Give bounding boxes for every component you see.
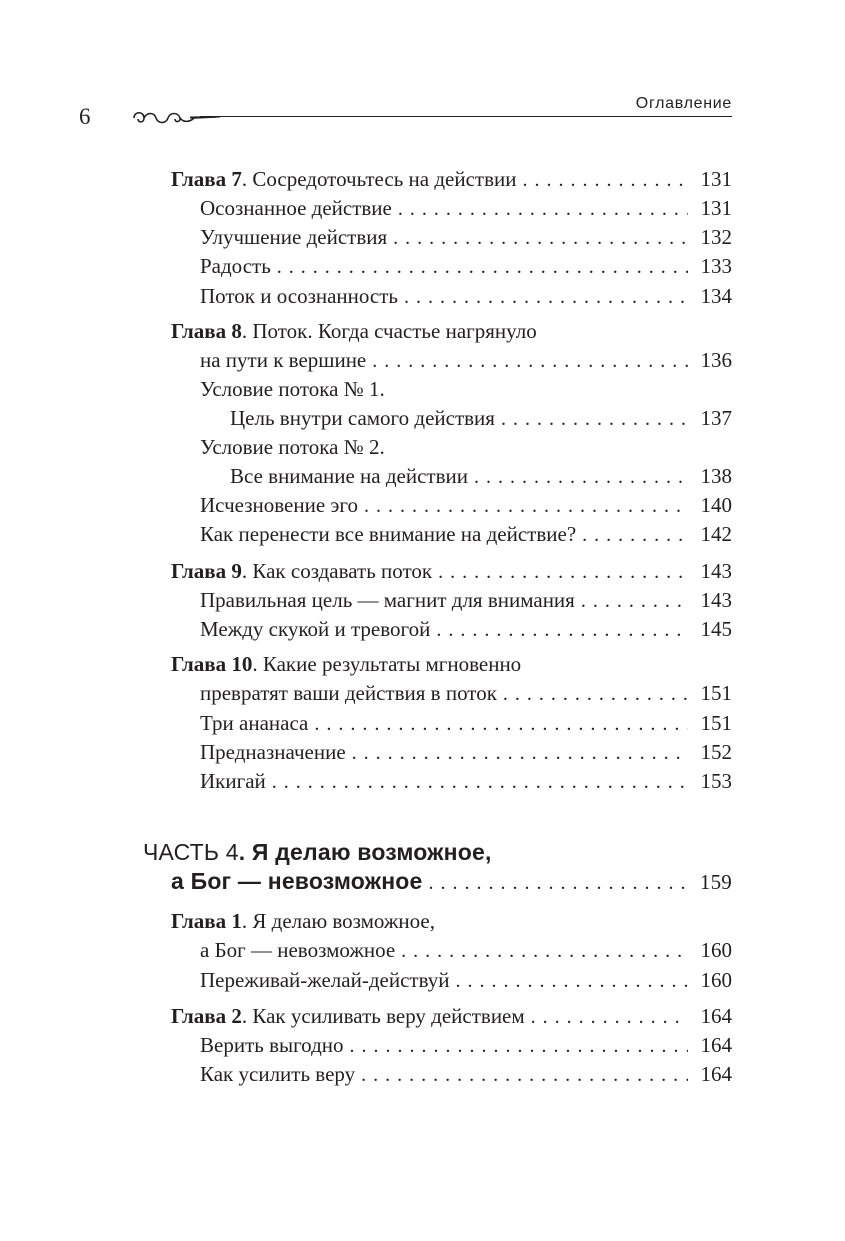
leader-dots (436, 619, 688, 642)
leader-dots (393, 227, 688, 250)
page-ref: 159 (699, 870, 732, 894)
chapter-title: . Как создавать поток (241, 559, 433, 583)
page-ref: 138 (700, 464, 732, 488)
leader-dots (401, 940, 688, 963)
section-title: Переживай-желай-действуй (200, 968, 450, 992)
toc-entry[interactable] (0, 768, 732, 794)
toc-entry[interactable] (0, 253, 732, 279)
toc-entry-part4-chapter-1[interactable] (0, 908, 732, 934)
page-ref: 164 (700, 1033, 732, 1057)
section-title: Исчезновение эго (200, 493, 359, 517)
section-title-cont: Цель внутри самого действия (230, 406, 495, 430)
chapter-title: . Я делаю возможное, (241, 909, 435, 933)
toc-entry[interactable] (0, 434, 732, 460)
chapter-title: . Как усиливать веру действием (241, 1004, 525, 1028)
toc-entry-chapter-9[interactable] (0, 558, 732, 584)
toc-entry[interactable] (0, 710, 732, 736)
page-ref: 164 (700, 1062, 732, 1086)
leader-dots (581, 590, 688, 613)
page-ref: 145 (700, 617, 732, 641)
toc-entry[interactable] (0, 587, 732, 613)
leader-dots (501, 408, 688, 431)
section-title: Верить выгодно (200, 1033, 344, 1057)
leader-dots (364, 495, 688, 518)
toc-entry-chapter-10[interactable] (0, 651, 732, 677)
page-ref: 151 (700, 711, 732, 735)
toc-entry-chapter-7[interactable] (0, 166, 732, 192)
toc-entry-part4-chapter-2[interactable] (0, 1003, 732, 1029)
toc-entry-chapter-8-cont[interactable] (0, 347, 732, 373)
part-label: ЧАСТЬ 4 (143, 839, 239, 865)
toc-entry-cont[interactable] (0, 463, 732, 489)
leader-dots (523, 169, 689, 192)
part-title-cont: а Бог — невозможное (171, 868, 423, 894)
toc-entry[interactable] (0, 616, 732, 642)
page-ref: 143 (700, 559, 732, 583)
page-ref: 131 (700, 196, 732, 220)
leader-dots (404, 286, 688, 309)
page-ref: 133 (700, 254, 732, 278)
toc-entry[interactable] (0, 224, 732, 250)
section-title: Улучшение действия (200, 225, 388, 249)
leader-dots (272, 771, 688, 794)
leader-dots (352, 742, 688, 765)
page-number: 6 (79, 104, 91, 129)
chapter-title-cont: а Бог — невозможное (200, 938, 396, 962)
running-title: Оглавление (635, 95, 732, 112)
page-ref: 160 (700, 968, 732, 992)
section-title: Радость (200, 254, 271, 278)
page-ref: 160 (700, 938, 732, 962)
page-ref: 140 (700, 493, 732, 517)
section-title: Правильная цель — магнит для внимания (200, 588, 575, 612)
chapter-label: Глава 7 (171, 167, 242, 191)
toc-entry[interactable] (0, 967, 732, 993)
chapter-label: Глава 1 (171, 909, 242, 933)
section-title: Осознанное действие (200, 196, 392, 220)
leader-dots (474, 466, 688, 489)
section-title: Условие потока № 1. (200, 377, 385, 401)
toc-entry[interactable] (0, 492, 732, 518)
page-ref: 142 (700, 522, 732, 546)
part-title: . Я делаю возможное, (238, 839, 492, 865)
chapter-title: . Какие результаты мгновенно (252, 652, 522, 676)
section-title: Между скукой и тревогой (200, 617, 431, 641)
section-title: Условие потока № 2. (200, 435, 385, 459)
toc-entry-chapter-8[interactable] (0, 318, 732, 344)
toc-entry[interactable] (0, 1032, 732, 1058)
leader-dots (372, 350, 688, 373)
leader-dots (398, 198, 688, 221)
section-title: Три ананаса (200, 711, 309, 735)
toc-entry-part4-chapter-1-cont[interactable] (0, 937, 732, 963)
leader-dots (277, 256, 688, 279)
toc-entry[interactable] (0, 521, 732, 547)
toc-entry-part-4[interactable] (0, 839, 732, 866)
page-ref: 136 (700, 348, 732, 372)
toc-entry-chapter-10-cont[interactable] (0, 680, 732, 706)
chapter-label: Глава 9 (171, 559, 242, 583)
page-ref: 137 (700, 406, 732, 430)
section-title: Поток и осознанность (200, 284, 399, 308)
page-ref: 152 (700, 740, 732, 764)
page-ref: 131 (700, 167, 732, 191)
toc-entry[interactable] (0, 739, 732, 765)
section-title: Как перенести все внимание на действие? (200, 522, 577, 546)
leader-dots (503, 683, 688, 706)
leader-dots (361, 1064, 688, 1087)
page-ref: 134 (700, 284, 732, 308)
toc-entry[interactable] (0, 283, 732, 309)
chapter-title-cont: превратят ваши действия в поток (200, 681, 497, 705)
chapter-title-cont: на пути к вершине (200, 348, 367, 372)
section-title: Икигай (200, 769, 266, 793)
header-rule (200, 116, 732, 117)
page-ref: 143 (700, 588, 732, 612)
section-title: Как усилить веру (200, 1062, 356, 1086)
chapter-label: Глава 2 (171, 1004, 242, 1028)
page-ref: 132 (700, 225, 732, 249)
leader-dots (350, 1035, 688, 1058)
page-ref: 153 (700, 769, 732, 793)
leader-dots (531, 1006, 688, 1029)
leader-dots (582, 524, 688, 547)
chapter-title: . Поток. Когда счастье нагрянуло (241, 319, 537, 343)
leader-dots (429, 872, 688, 895)
leader-dots (456, 970, 688, 993)
page-ref: 151 (700, 681, 732, 705)
leader-dots (438, 561, 688, 584)
leader-dots (314, 713, 688, 736)
section-title: Предназначение (200, 740, 346, 764)
page-ref: 164 (700, 1004, 732, 1028)
toc-entry[interactable] (0, 376, 732, 402)
toc-entry[interactable] (0, 1061, 732, 1087)
chapter-label: Глава 10 (171, 652, 253, 676)
toc-entry[interactable] (0, 195, 732, 221)
section-title-cont: Все внимание на действии (230, 464, 469, 488)
toc-entry-cont[interactable] (0, 405, 732, 431)
toc-entry-part-4-cont[interactable] (0, 868, 732, 895)
chapter-title: . Сосредоточьтесь на действии (241, 167, 517, 191)
chapter-label: Глава 8 (171, 319, 242, 343)
